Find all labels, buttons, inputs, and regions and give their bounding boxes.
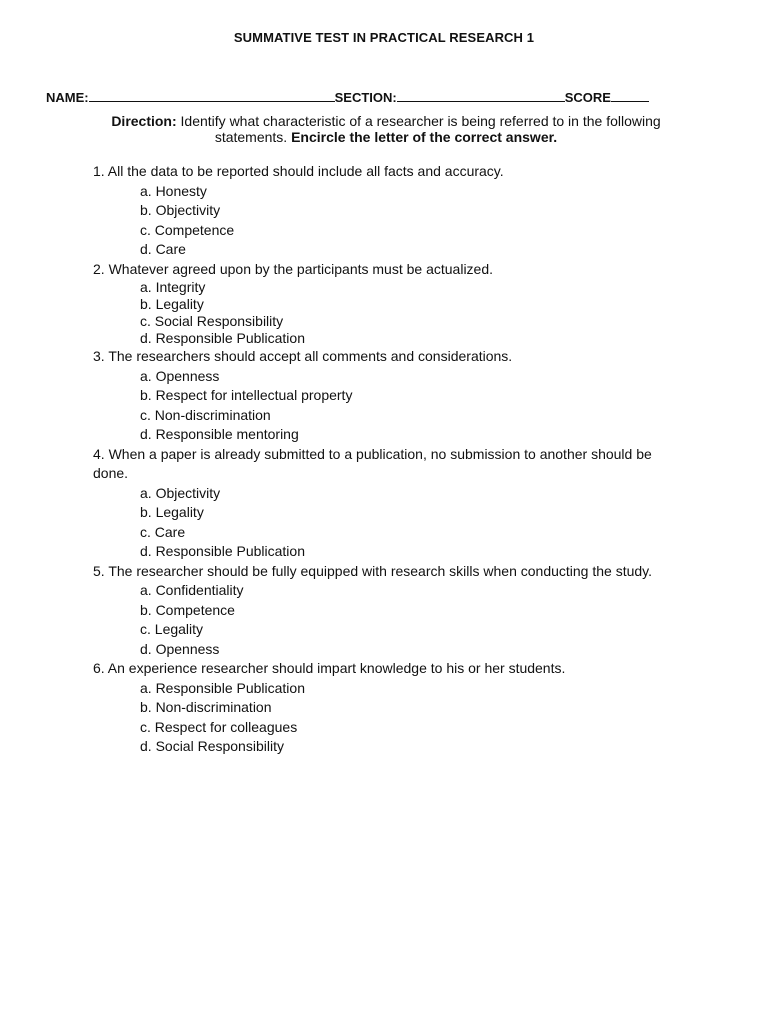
option-c[interactable]: c. Legality [140, 621, 204, 637]
section-label: SECTION: [334, 90, 397, 105]
question-stem: 5. The researcher should be fully equipped with research skills when conducting the study. [93, 562, 653, 579]
document-title: SUMMATIVE TEST IN PRACTICAL RESEARCH 1 [233, 30, 535, 45]
option-d[interactable]: d. Responsible mentoring [140, 426, 299, 442]
question-stem: 2. Whatever agreed upon by the participants must be actualized. [93, 260, 494, 277]
option-a[interactable]: a. Integrity [140, 279, 206, 295]
question-stem: 1. All the data to be reported should include all facts and accuracy. [93, 163, 504, 179]
direction-label: Direction: [111, 113, 177, 129]
option-c[interactable]: c. Competence [140, 221, 235, 238]
student-info-line [46, 89, 726, 105]
option-b[interactable]: b. Respect for intellectual property [140, 387, 353, 403]
option-c[interactable]: c. Non-discrimination [140, 406, 271, 423]
option-b[interactable]: b. Non-discrimination [140, 699, 272, 715]
question-stem: 6. An experience researcher should impart knowledge to his or her students. [93, 660, 566, 676]
section-blank[interactable] [397, 89, 565, 102]
option-a[interactable]: a. Objectivity [140, 484, 221, 501]
option-d[interactable]: d. Social Responsibility [140, 738, 284, 754]
question-stem: 3. The researchers should accept all comments and considerations. [93, 348, 513, 364]
direction-paragraph [96, 113, 676, 145]
direction-emphasis: Encircle the letter of the correct answer. [291, 129, 558, 145]
option-a[interactable]: a. Openness [140, 367, 220, 384]
score-label: SCORE [564, 90, 611, 105]
option-a[interactable]: a. Confidentiality [140, 582, 244, 598]
option-b[interactable]: b. Objectivity [140, 202, 221, 218]
option-c[interactable]: c. Respect for colleagues [140, 718, 298, 735]
option-d[interactable]: d. Care [140, 241, 186, 257]
question-stem: 4. When a paper is already submitted to a publication, no submission to another should be done. [93, 445, 652, 481]
question-2 [93, 260, 683, 348]
option-d[interactable]: d. Openness [140, 640, 220, 657]
question-list [93, 162, 683, 757]
option-a[interactable]: a. Honesty [140, 182, 207, 199]
question-5 [93, 562, 683, 660]
option-c[interactable]: c. Care [140, 523, 186, 540]
name-label: NAME: [46, 90, 89, 105]
question-6 [93, 659, 683, 757]
option-a[interactable]: a. Responsible Publication [140, 679, 305, 696]
direction-text: Identify what characteristic of a researcher is being referred to in the following statements. [176, 113, 661, 145]
question-1 [93, 162, 683, 260]
option-c[interactable]: c. Social Responsibility [140, 313, 284, 329]
name-blank[interactable] [89, 89, 335, 102]
option-d[interactable]: d. Responsible Publication [140, 543, 305, 559]
question-3 [93, 347, 683, 445]
option-b[interactable]: b. Competence [140, 601, 235, 618]
score-blank[interactable] [611, 89, 649, 102]
option-d[interactable]: d. Responsible Publication [140, 330, 305, 346]
question-4 [93, 445, 683, 562]
option-b[interactable]: b. Legality [140, 504, 204, 520]
option-b[interactable]: b. Legality [140, 296, 204, 312]
